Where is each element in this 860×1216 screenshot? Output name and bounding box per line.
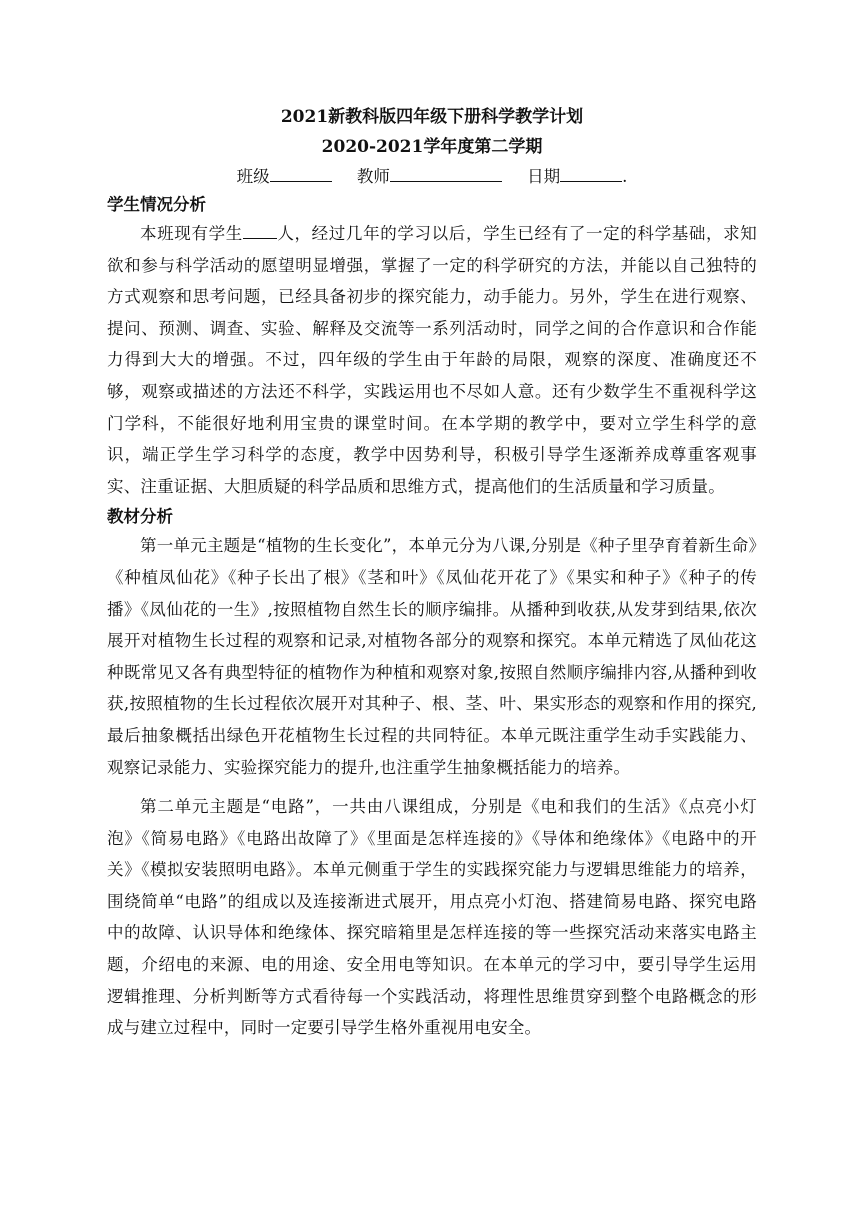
document-title: 2021新教科版四年级下册科学教学计划	[280, 107, 584, 127]
students-paragraph	[107, 218, 757, 502]
unit1-paragraph: 第一单元主题是“植物的生长变化”，本单元分为八课,分别是《种子里孕育着新生命》《种植凤仙花》《种子长出了根》《茎和叶》《凤仙花开花了》《果实和种子》《种子的传播》《凤仙花的一生》,按照植物自然生长的顺序编排。从播种到收获,从发芽到结果,依次展开对植物生长过程的观察和记录,对植物各部分的观察和探究。本单元精选了凤仙花这种既常见又各有典型特征的植物作为种植和观察对象,按照自然顺序编排内容,从播种到收获,按照植物的生长过程依次展开对其种子、根、茎、叶、果实形态的观察和作用的探究,最后抽象概括出绿色开花植物生长过程的共同特征。本单元既注重学生动手实践能力、观察记录能力、实验探究能力的提升,也注重学生抽象概括能力的培养。	[107, 536, 757, 777]
teacher-blank[interactable]	[390, 164, 502, 182]
date-suffix: .	[622, 167, 628, 186]
info-line	[107, 164, 757, 190]
section-heading-materials: 教材分析	[107, 507, 173, 527]
unit2-paragraph: 第二单元主题是“电路”，一共由八课组成，分别是《电和我们的生活》《点亮小灯泡》《简易电路》《电路出故障了》《里面是怎样连接的》《导体和绝缘体》《电路中的开关》《模拟安装照明电路》。本单元侧重于学生的实践探究能力与逻辑思维能力的培养，围绕简单“电路”的组成以及连接渐进式展开，用点亮小灯泡、搭建简易电路、探究电路中的故障、认识导体和绝缘体、探究暗箱里是怎样连接的等一些探究活动来落实电路主题，介绍电的来源、电的用途、安全用电等知识。在本单元的学习中，要引导学生运用逻辑推理、分析判断等方式看待每一个实践活动，将理性思维贯穿到整个电路概念的形成与建立过程中，同时一定要引导学生格外重视用电安全。	[107, 797, 757, 1038]
section-heading-students: 学生情况分析	[107, 195, 206, 214]
document-page	[107, 104, 757, 1044]
class-label: 班级	[236, 167, 270, 186]
date-label: 日期	[527, 167, 561, 186]
date-blank[interactable]	[560, 164, 622, 182]
class-blank[interactable]	[270, 164, 332, 182]
students-para-rest: 人，经过几年的学习以后，学生已经有了一定的科学基础，求知欲和参与科学活动的愿望明显增强，掌握了一定的科学研究的方法，并能以自己独特的方式观察和思考问题，已经具备初步的探究能力，动手能力。另外，学生在进行观察、提问、预测、调查、实验、解释及交流等一系列活动时，同学之间的合作意识和合作能力得到大大的增强。不过，四年级的学生由于年龄的局限，观察的深度、准确度还不够，观察或描述的方法还不科学，实践运用也不尽如人意。还有少数学生不重视科学这门学科，不能很好地利用宝贵的课堂时间。在本学期的教学中，要对立学生科学的意识，端正学生学习科学的态度，教学中因势利导，积极引导学生逐渐养成尊重客观事实、注重证据、大胆质疑的科学品质和思维方式，提高他们的生活质量和学习质量。	[107, 224, 757, 496]
student-count-blank[interactable]	[243, 221, 277, 239]
teacher-label: 教师	[356, 167, 390, 186]
students-para-start: 本班现有学生	[140, 224, 243, 243]
document-subtitle: 2020-2021学年度第二学期	[321, 137, 543, 157]
